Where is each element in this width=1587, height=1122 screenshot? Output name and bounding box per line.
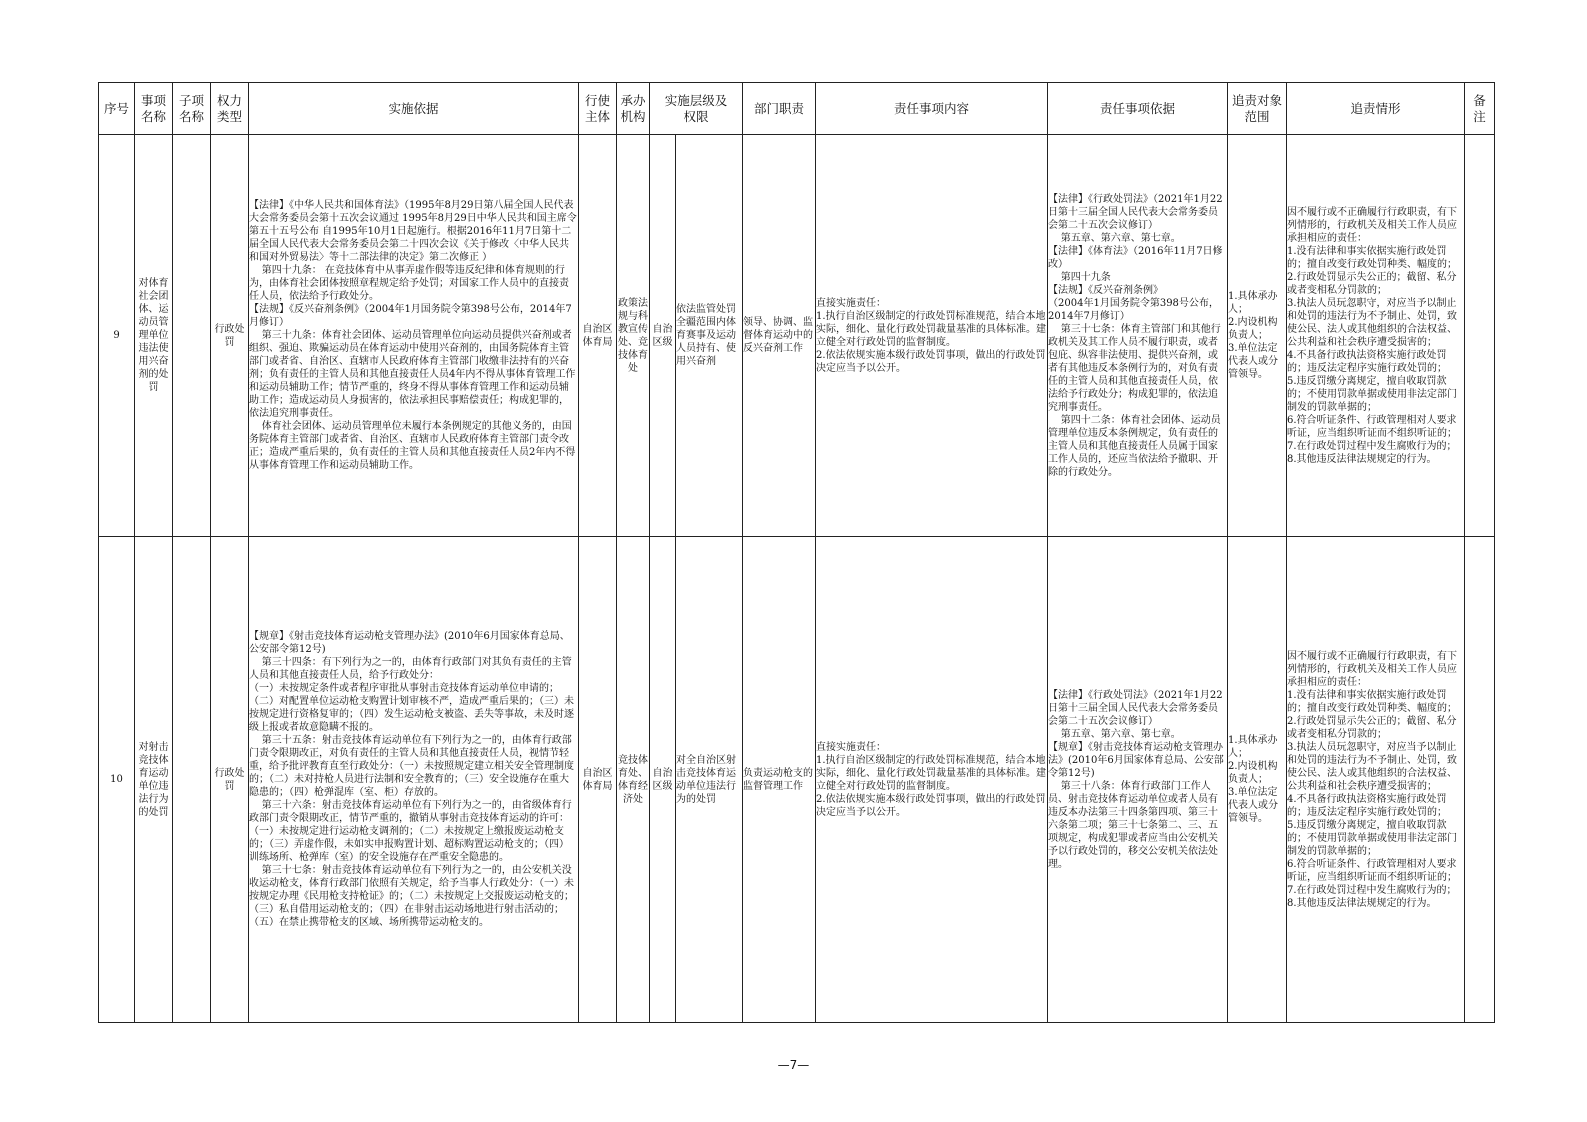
cell-scope: 1.具体承办人； 2.内设机构负责人； 3.单位法定代表人或分管领导。 (1228, 135, 1287, 537)
cell-basis: 【规章】《射击竞技体育运动枪支管理办法》(2010年6月国家体育总局、公安部令第12号) 第三十四条：有下列行为之一的，由体育行政部门对其负有责任的主管人员和其他直接责任人员，给予行政处分： （一）未按规定条件或者程序审批从事射击竞技体育运动单位申请的；（二）对配置单位运动枪支购置计划审核不严，造成严重后果的；（三）未按规定进行资格复审的；（四）发生运动枪支被盗、丢失等事故，未及时逐级上报或者故意隐瞒不报的。 第三十五条：射击竞技体育运动单位有下列行为之一的，由体育行政部门责令限期改正，对负有责任的主管人员和其他直接责任人员，视情节轻重，给予批评教育直至行政处分：（一）未按照规定建立相关安全管理制度的；（二）未对持枪人员进行法制和安全教育的；（三）安全设施存在重大隐患的；（四）枪弹混库（室、柜）存放的。 第三十六条：射击竞技体育运动单位有下列行为之一的，由省级体育行政部门责令限期改正，情节严重的，撤销从事射击竞技体育运动的许可：（一）未按规定进行运动枪支调剂的；（二）未按规定上缴报废运动枪支的；（三）弄虚作假，未如实申报购置计划、超标购置运动枪支的；（四）训练场所、枪弹库（室）的安全设施存在严重安全隐患的。 第三十七条：射击竞技体育运动单位有下列行为之一的，由公安机关没收运动枪支，体育行政部门依照有关规定，给予当事人行政处分：（一）未按规定办理《民用枪支持枪证》的；（二）未按规定上交报废运动枪支的；（三）私自借用运动枪支的；（四）在非射击运动场地进行射击活动的；（五）在禁止携带枪支的区域、场所携带运动枪支的。 (249, 537, 579, 1023)
header-subject: 行使 主体 (579, 83, 617, 135)
header-dept: 承办 机构 (617, 83, 650, 135)
cell-resp: 直接实施责任： 1.执行自治区级制定的行政处罚标准规范，结合本地实际，细化、量化行政处罚裁量基准的具体标准。建立健全对行政处罚的监督制度。 2.依法依规实施本级行政处罚事项，做出的行政处罚决定应当予以公开。 (816, 135, 1048, 537)
header-level: 实施层级及 权限 (650, 83, 743, 135)
header-seq: 序号 (99, 83, 135, 135)
cell-type: 行政处罚 (211, 135, 249, 537)
header-duty: 部门职责 (743, 83, 816, 135)
cell-level-a: 自治区级 (650, 135, 676, 537)
header-basis: 实施依据 (249, 83, 579, 135)
cell-scope: 1.具体承办人； 2.内设机构负责人； 3.单位法定代表人或分管领导。 (1228, 537, 1287, 1023)
table-row (99, 537, 1495, 1023)
cell-level-a: 自治区级 (650, 537, 676, 1023)
cell-sub (173, 135, 211, 537)
cell-sub (173, 537, 211, 1023)
header-type: 权力 类型 (211, 83, 249, 135)
cell-resp: 直接实施责任： 1.执行自治区级制定的行政处罚标准规范，结合本地实际，细化、量化行政处罚裁量基准的具体标准。建立健全对行政处罚的监督制度。 2.依法依规实施本级行政处罚事项，做出的行政处罚决定应当予以公开。 (816, 537, 1048, 1023)
cell-dept: 竞技体育处、体育经济处 (617, 537, 650, 1023)
cell-circ: 因不履行或不正确履行行政职责，有下列情形的，行政机关及相关工作人员应承担相应的责任： 1.没有法律和事实依据实施行政处罚的；擅自改变行政处罚种类、幅度的； 2.行政处罚显示失公正的；截留、私分或者变相私分罚款的； 3.执法人员玩忽职守，对应当予以制止和处罚的违法行为不予制止、处罚，致使公民、法人或其他组织的合法权益、公共利益和社会秩序遭受损害的； 4.不具备行政执法资格实施行政处罚的；违反法定程序实施行政处罚的； 5.违反罚缴分离规定，擅自收取罚款的；不使用罚款单据或使用非法定部门制发的罚款单据的； 6.符合听证条件、行政管理相对人要求听证，应当组织听证而不组织听证的； 7.在行政处罚过程中发生腐败行为的； 8.其他违反法律法规规定的行为。 (1287, 537, 1465, 1023)
cell-resp-basis: 【法律】《行政处罚法》（2021年1月22日第十三届全国人民代表大会常务委员会第二十五次会议修订） 第五章、第六章、第七章。 【规章】《射击竞技体育运动枪支管理办法》(2010年6月国家体育总局、公安部令第12号) 第三十八条：体育行政部门工作人员、射击竞技体育运动单位或者人员有违反本办法第三十四条第四项、第三十六条第二项；第三十七条第二、三、五项规定，构成犯罪或者应当由公安机关予以行政处罚的，移交公安机关依法处理。 (1048, 537, 1228, 1023)
cell-type: 行政处罚 (211, 537, 249, 1023)
header-circ: 追责情形 (1287, 83, 1465, 135)
header-item: 事项 名称 (135, 83, 173, 135)
table-row (99, 135, 1495, 537)
cell-item: 对射击竞技体育运动单位违法行为的处罚 (135, 537, 173, 1023)
cell-duty: 领导、协调、监督体育运动中的反兴奋剂工作 (743, 135, 816, 537)
header-scope: 追责对象 范围 (1228, 83, 1287, 135)
header-row (99, 83, 1495, 135)
cell-dept: 政策法规与科教宣传处、竞技体育处 (617, 135, 650, 537)
cell-basis: 【法律】《中华人民共和国体育法》（1995年8月29日第八届全国人民代表大会常务委员会第十五次会议通过 1995年8月29日中华人民共和国主席令第五十五号公布 自1995年10月1日起施行。根据2016年11月7日第十二届全国人民代表大会常务委员会第二十四次会议《关于修改〈中华人民共和国对外贸易法〉等十二部法律的决定》第二次修正 ） 第四十九条： 在竞技体育中从事弄虚作假等违反纪律和体育规则的行为，由体育社会团体按照章程规定给予处罚；对国家工作人员中的直接责任人员，依法给予行政处分。 【法规】《反兴奋剂条例》（2004年1月国务院令第398号公布，2014年7月修订） 第三十九条：体育社会团体、运动员管理单位向运动员提供兴奋剂或者组织、强迫、欺骗运动员在体育运动中使用兴奋剂的，由国务院体育主管部门或者省、自治区、直辖市人民政府体育主管部门收缴非法持有的兴奋剂；负有责任的主管人员和其他直接责任人员4年内不得从事体育管理工作和运动员辅助工作；情节严重的，终身不得从事体育管理工作和运动员辅助工作；造成运动员人身损害的，依法承担民事赔偿责任；构成犯罪的，依法追究刑事责任。 体育社会团体、运动员管理单位未履行本条例规定的其他义务的，由国务院体育主管部门或者省、自治区、直辖市人民政府体育主管部门责令改正；造成严重后果的，负有责任的主管人员和其他直接责任人员2年内不得从事体育管理工作和运动员辅助工作。 (249, 135, 579, 537)
responsibility-table (98, 82, 1495, 1023)
cell-seq: 10 (99, 537, 135, 1023)
header-sub: 子项 名称 (173, 83, 211, 135)
cell-item: 对体育社会团体、运动员管理单位违法使用兴奋剂的处罚 (135, 135, 173, 537)
page-number: —7— (777, 1058, 810, 1072)
cell-seq: 9 (99, 135, 135, 537)
cell-level-b: 依法监管处罚全疆范围内体育赛事及运动人员持有、使用兴奋剂 (676, 135, 743, 537)
header-resp: 责任事项内容 (816, 83, 1048, 135)
cell-duty: 负责运动枪支的监督管理工作 (743, 537, 816, 1023)
cell-subject: 自治区体育局 (579, 537, 617, 1023)
cell-circ: 因不履行或不正确履行行政职责，有下列情形的，行政机关及相关工作人员应承担相应的责任： 1.没有法律和事实依据实施行政处罚的；擅自改变行政处罚种类、幅度的； 2.行政处罚显示失公正的；截留、私分或者变相私分罚款的； 3.执法人员玩忽职守，对应当予以制止和处罚的违法行为不予制止、处罚，致使公民、法人或其他组织的合法权益、公共利益和社会秩序遭受损害的； 4.不具备行政执法资格实施行政处罚的；违反法定程序实施行政处罚的； 5.违反罚缴分离规定，擅自收取罚款的；不使用罚款单据或使用非法定部门制发的罚款单据的； 6.符合听证条件、行政管理相对人要求听证，应当组织听证而不组织听证的； 7.在行政处罚过程中发生腐败行为的； 8.其他违反法律法规规定的行为。 (1287, 135, 1465, 537)
cell-level-b: 对全自治区射击竞技体育运动单位违法行为的处罚 (676, 537, 743, 1023)
cell-subject: 自治区体育局 (579, 135, 617, 537)
cell-note (1465, 537, 1495, 1023)
cell-resp-basis: 【法律】《行政处罚法》（2021年1月22日第十三届全国人民代表大会常务委员会第二十五次会议修订） 第五章、第六章、第七章。 【法律】《体育法》（2016年11月7日修改） 第四十九条 【法规】《反兴奋剂条例》 （2004年1月国务院令第398号公布，2014年7月修订） 第三十七条：体育主管部门和其他行政机关及其工作人员不履行职责，或者包庇、纵容非法使用、提供兴奋剂，或者有其他违反本条例行为的，对负有责任的主管人员和其他直接责任人员，依法给予行政处分；构成犯罪的，依法追究刑事责任。 第四十二条：体育社会团体、运动员管理单位违反本条例规定，负有责任的主管人员和其他直接责任人员属于国家工作人员的，还应当依法给予撤职、开除的行政处分。 (1048, 135, 1228, 537)
header-resp-basis: 责任事项依据 (1048, 83, 1228, 135)
header-note: 备 注 (1465, 83, 1495, 135)
cell-note (1465, 135, 1495, 537)
